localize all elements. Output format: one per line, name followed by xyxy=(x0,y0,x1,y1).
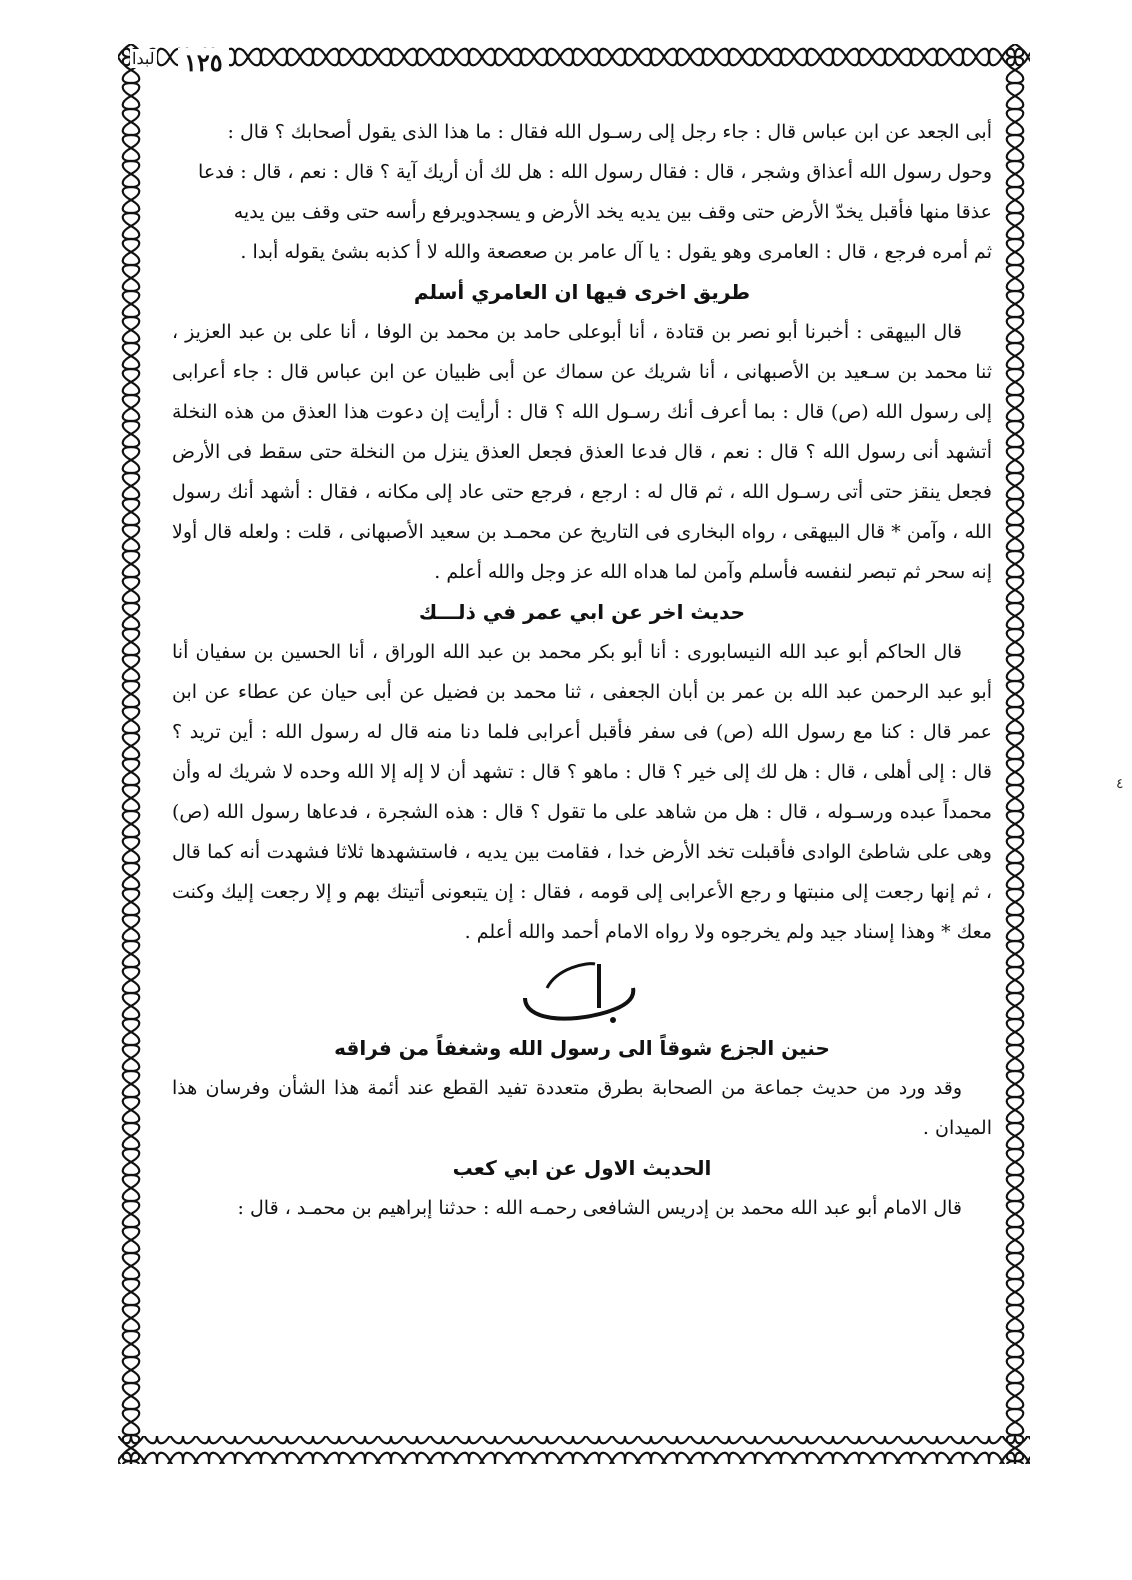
section-heading: طريق اخرى فيها ان العامري أسلم xyxy=(413,280,751,304)
paragraph: قال الامام أبو عبد الله محمد بن إدريس الشافعى رحمـه الله : حدثنا إبراهيم بن محمـد ، قال : xyxy=(237,1197,962,1219)
paragraph-line: وحول رسول الله أعذاق وشجر ، قال : فقال رسول الله : هل لك أن أريك آية ؟ قال : نعم ، قال : فدعا xyxy=(198,161,992,183)
paragraph-line: عذقا منها فأقبل يخدّ الأرض حتى وقف بين يديه يخد الأرض و يسجدويرفع رأسه حتى وقف بين يديه xyxy=(233,201,992,223)
page-number: ١٢٥ xyxy=(178,48,229,77)
margin-mark: ٤ xyxy=(1116,776,1124,792)
bab-calligraphy-mark xyxy=(507,958,657,1028)
section-heading: حنين الجزع شوقاً الى رسول الله وشغفاً من فراقه xyxy=(334,1036,830,1060)
section-heading: حديث اخر عن ابي عمر في ذلـــك xyxy=(418,600,746,624)
section-heading: الحديث الاول عن ابي كعب xyxy=(452,1156,712,1180)
paragraph-line: أبى الجعد عن ابن عباس قال : جاء رجل إلى رسـول الله فقال : ما هذا الذى يقول أصحابك ؟ قال : xyxy=(227,121,992,143)
paragraph-line: ثم أمره فرجع ، قال : العامرى وهو يقول : يا آل عامر بن صعصعة والله لا أ كذبه بشئ يقوله أبدا . xyxy=(240,241,992,263)
chapter-calligraphy xyxy=(172,958,992,1028)
paragraph: قال الحاكم أبو عبد الله النيسابورى : أنا أبو بكر محمد بن عبد الله الوراق ، أنا الحسين بن سفيان أنا أبو عبد الرحمن عبد الله بن عمر بن أبان الجعفى ، ثنا محمد بن فضيل عن أبى حيان عن عطاء عن ابن عمر قال : كنا مع رسول الله (ص) فى سفر فأقبل أعرابى فلما دنا منه قال له رسول الله : أين تريد ؟ قال : إلى أهلى ، قال : هل لك إلى خير ؟ قال : ماهو ؟ قال : تشهد أن لا إله إلا الله وحده لا شريك له وأن محمداً عبده ورسـوله ، قال : هل من شاهد على ما تقول ؟ قال : هذه الشجرة ، فدعاها رسول الله (ص) وهى على شاطئ الوادى فأقبلت تخد الأرض خدا ، فقامت بين يديه ، فاستشهدها ثلاثا فشهدت أنه كما قال ، ثم إنها رجعت إلى منبتها و رجع الأعرابى إلى قومه ، فقال : إن يتبعونى أتيتك بهم و إلا رجعت إليك وكنت معك * وهذا إسناد جيد ولم يخرجوه ولا رواه الامام أحمد والله أعلم . xyxy=(172,641,992,943)
running-title: ﻟﺒﺪﺍ xyxy=(132,49,155,68)
paragraph: قال البيهقى : أخبرنا أبو نصر بن قتادة ، أنا أبوعلى حامد بن محمد بن الوفا ، أنا على بن عبد العزيز ، ثنا محمد بن سـعيد بن الأصبهانى ، أنا شريك عن سماك عن أبى ظبيان عن ابن عباس قال : جاء أعرابى إلى رسول الله (ص) قال : بما أعرف أنك رسـول الله ؟ قال : أرأيت إن دعوت هذا العذق من هذه النخلة أتشهد أنى رسول الله ؟ قال : نعم ، قال فدعا العذق فجعل العذق ينزل من النخلة حتى سقط فى الأرض فجعل ينقز حتى أتى رسـول الله ، ثم قال له : ارجع ، فرجع حتى عاد إلى مكانه ، فقال : أشهد أنك رسول الله ، وآمن * قال البيهقى ، رواه البخارى فى التاريخ عن محمـد بن سعيد الأصبهانى ، قلت : ولعله قال أولا إنه سحر ثم تبصر لنفسه فأسلم وآمن لما هداه الله عز وجل والله أعلم . xyxy=(172,321,992,583)
page-body xyxy=(172,112,992,1228)
paragraph: وقد ورد من حديث جماعة من الصحابة بطرق متعددة تفيد القطع عند أئمة هذا الشأن وفرسان هذا الميدان . xyxy=(172,1077,992,1139)
